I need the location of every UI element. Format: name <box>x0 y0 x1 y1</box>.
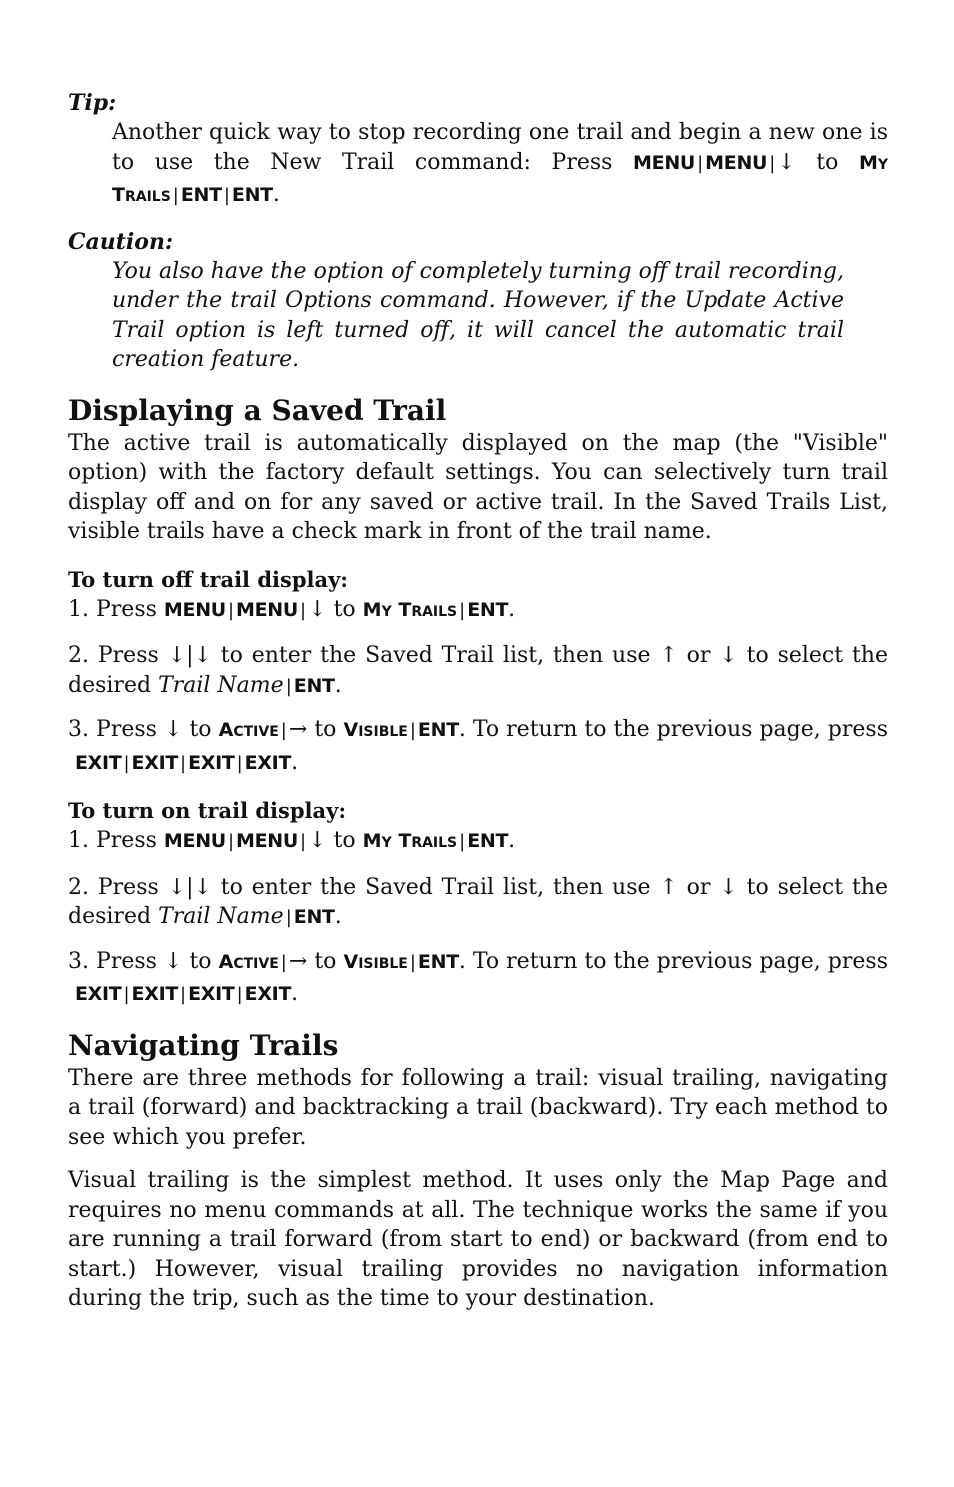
menu-my-trails: MY TRAILS <box>362 830 458 852</box>
key-ent: ENT <box>231 184 273 206</box>
key-menu: MENU <box>236 598 299 621</box>
section1-intro: The active trail is automatically displayed on the map (the "Visible" option) with the factory default settings. You can selectively turn trail display off and on for any saved or active trail. In the Saved Trails List, visible trails have a check mark in front of the trail name. <box>68 430 888 544</box>
tip-sentence: Another quick way to stop recording one trail and begin a new one is to use the New Trail command: Press <box>112 120 888 175</box>
key-menu: MENU <box>163 598 226 621</box>
arrow-right-glyph: → <box>288 717 308 742</box>
key-ent: ENT <box>417 950 459 973</box>
key-ent: ENT <box>467 598 509 621</box>
tip-label: Tip: <box>68 90 117 116</box>
key-exit: EXIT <box>188 983 235 1005</box>
key-menu: MENU <box>633 151 696 174</box>
caution-label: Caution: <box>68 228 174 255</box>
section2-para2: Visual trailing is the simplest method. It uses only the Map Page and requires no menu commands at all. The technique works the same if you are running a trail forward (from start to end) or backward (from end to start.) However, visual trailing provides no navigation information during the trip, such as the time to your destination. <box>68 1168 888 1311</box>
menu-active: ACTIVE <box>218 719 279 741</box>
menu-visible: VISIBLE <box>343 719 408 741</box>
menu-active: ACTIVE <box>218 950 279 973</box>
turn-on-step2: 2. Press ↓|↓ to enter the Saved Trail list, then use ↑ or ↓ to select the desired Trail Name | ENT. <box>68 874 888 929</box>
manual-page <box>68 88 888 1314</box>
key-exit: EXIT <box>244 751 292 774</box>
caution-text: You also have the option of completely turning off trail recording, under the trail Options command. However, if the Update Active Trail option is left turned off, it will cancel the automatic trail creation feature. <box>112 258 844 372</box>
key-exit: EXIT <box>131 751 179 774</box>
menu-my-trails: MY TRAILS <box>362 598 458 621</box>
trail-name-term: Trail Name <box>158 904 284 929</box>
section-heading-navigating: Navigating Trails <box>68 1028 339 1062</box>
section2-para1: There are three methods for following a trail: visual trailing, navigating a trail (forward) and backtracking a trail (backward). Try each method to see which you prefer. <box>68 1065 888 1150</box>
key-ent: ENT <box>180 184 222 206</box>
key-exit: EXIT <box>131 983 179 1005</box>
key-menu: MENU <box>236 830 299 852</box>
key-exit: EXIT <box>244 983 292 1005</box>
arrow-down-glyph: ↓ <box>308 596 327 622</box>
turn-off-step1: 1. Press MENU | MENU |↓ to MY TRAILS | ENT. <box>68 596 516 622</box>
key-ent: ENT <box>467 830 509 852</box>
tip-text: Another quick way to stop recording one trail and begin a new one is to use the New Trail command: Press MENU | MENU |↓ to MY TRAILS | ENT | ENT. <box>112 120 889 207</box>
turn-off-step3: 3. Press ↓ to ACTIVE |→ to VISIBLE | ENT. To return to the previous page, press EXIT | EXIT | EXIT | EXIT. <box>68 717 888 775</box>
key-exit: EXIT <box>75 983 122 1005</box>
menu-my-trails: MY TRAILS <box>112 151 889 206</box>
arrow-right-glyph: → <box>288 948 308 974</box>
turn-on-step3: 3. Press ↓ to ACTIVE |→ to VISIBLE | ENT. To return to the previous page, press EXIT | EXIT | EXIT | EXIT. <box>68 948 888 1006</box>
key-exit: EXIT <box>188 751 235 774</box>
turn-off-step2: 2. Press ↓|↓ to enter the Saved Trail list, then use ↑ or ↓ to select the desired Trail Name | ENT. <box>68 643 888 698</box>
turn-on-step1: 1. Press MENU | MENU |↓ to MY TRAILS | ENT. <box>68 828 516 853</box>
trail-name-term: Trail Name <box>158 672 284 698</box>
key-exit: EXIT <box>75 751 122 774</box>
arrow-down-glyph: ↓ <box>777 149 796 175</box>
key-ent: ENT <box>293 906 335 928</box>
turn-on-title: To turn on trail display: <box>68 798 347 823</box>
key-menu: MENU <box>163 830 226 852</box>
turn-off-title: To turn off trail display: <box>68 566 349 592</box>
key-ent: ENT <box>417 719 459 741</box>
menu-visible: VISIBLE <box>343 950 408 973</box>
word-to: to <box>816 149 839 175</box>
key-ent: ENT <box>293 674 335 697</box>
arrow-down-glyph: ↓ <box>308 828 327 853</box>
key-menu: MENU <box>705 151 768 174</box>
section-heading-displaying: Displaying a Saved Trail <box>68 393 447 427</box>
